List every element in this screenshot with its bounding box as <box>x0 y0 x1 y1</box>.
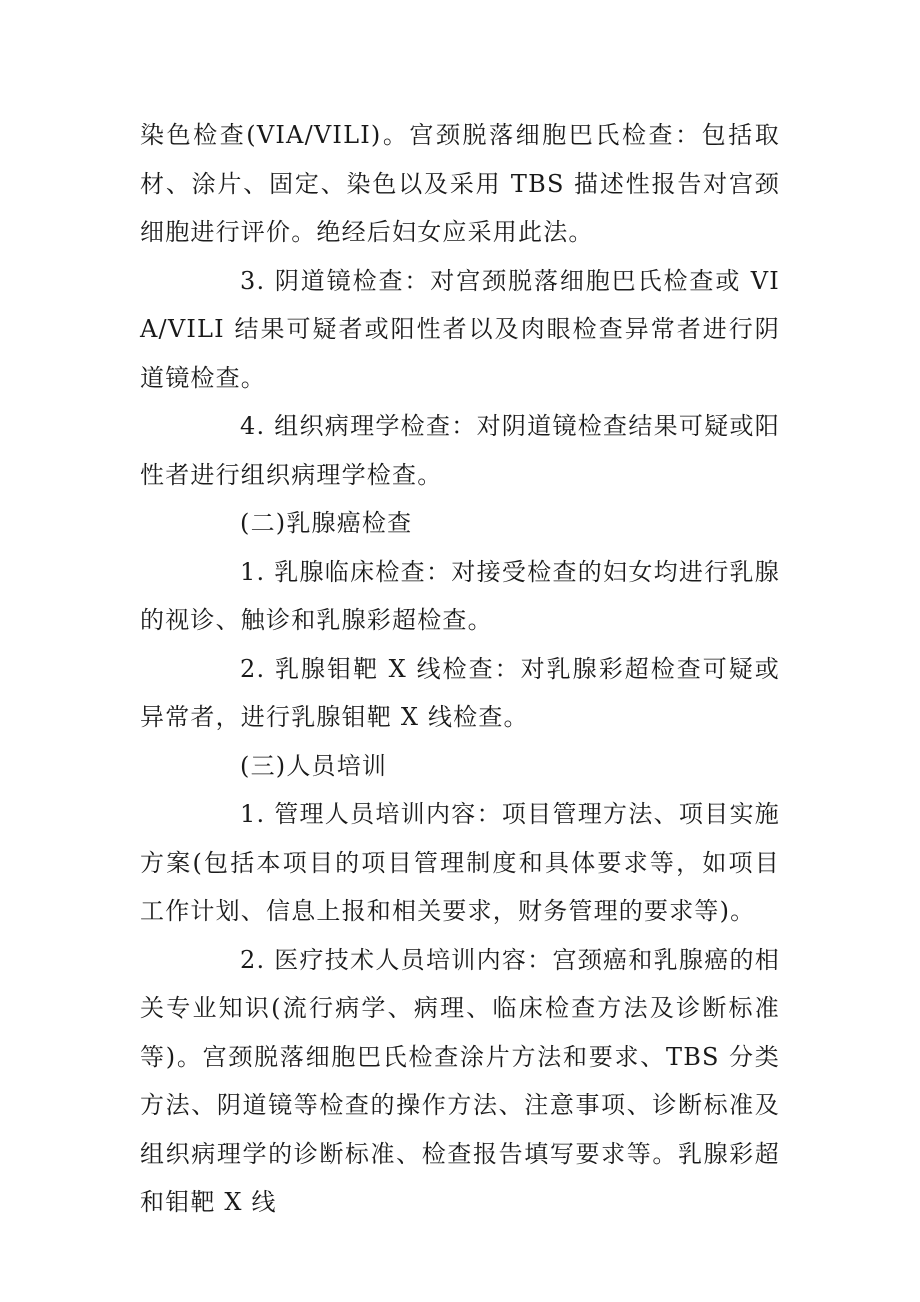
paragraph-mammography: 2. 乳腺钼靶 X 线检查：对乳腺彩超检查可疑或异常者，进行乳腺钼靶 X 线检查。 <box>140 654 780 731</box>
paragraph-breast-clinical-exam: 1. 乳腺临床检查：对接受检查的妇女均进行乳腺的视诊、触诊和乳腺彩超检查。 <box>140 557 780 634</box>
document-body <box>140 111 780 1227</box>
paragraph-medical-staff-training: 2. 医疗技术人员培训内容：宫颈癌和乳腺癌的相关专业知识(流行病学、病理、临床检查方法及诊断标准等)。宫颈脱落细胞巴氏检查涂片方法和要求、TBS 分类方法、阴道镜等检查的操作方法、注意事项、诊断标准及组织病理学的诊断标准、检查报告填写要求等。乳腺彩超和钼靶 X 线 <box>140 945 780 1216</box>
section-heading-breast-cancer: (二)乳腺癌检查 <box>240 509 413 537</box>
paragraph-management-training: 1. 管理人员培训内容：项目管理方法、项目实施方案(包括本项目的项目管理制度和具体要求等，如项目工作计划、信息上报和相关要求，财务管理的要求等)。 <box>140 800 780 925</box>
paragraph-colposcopy: 3. 阴道镜检查：对宫颈脱落细胞巴氏检查或 VIA/VILI 结果可疑者或阳性者以及肉眼检查异常者进行阴道镜检查。 <box>140 266 780 392</box>
section-heading-staff-training: (三)人员培训 <box>240 751 388 780</box>
paragraph-cervical-cytology: 染色检查(VIA/VILI)。宫颈脱落细胞巴氏检查：包括取材、涂片、固定、染色以及采用 TBS 描述性报告对宫颈细胞进行评价。绝经后妇女应采用此法。 <box>140 121 780 246</box>
paragraph-histopathology: 4. 组织病理学检查：对阴道镜检查结果可疑或阳性者进行组织病理学检查。 <box>140 412 780 489</box>
